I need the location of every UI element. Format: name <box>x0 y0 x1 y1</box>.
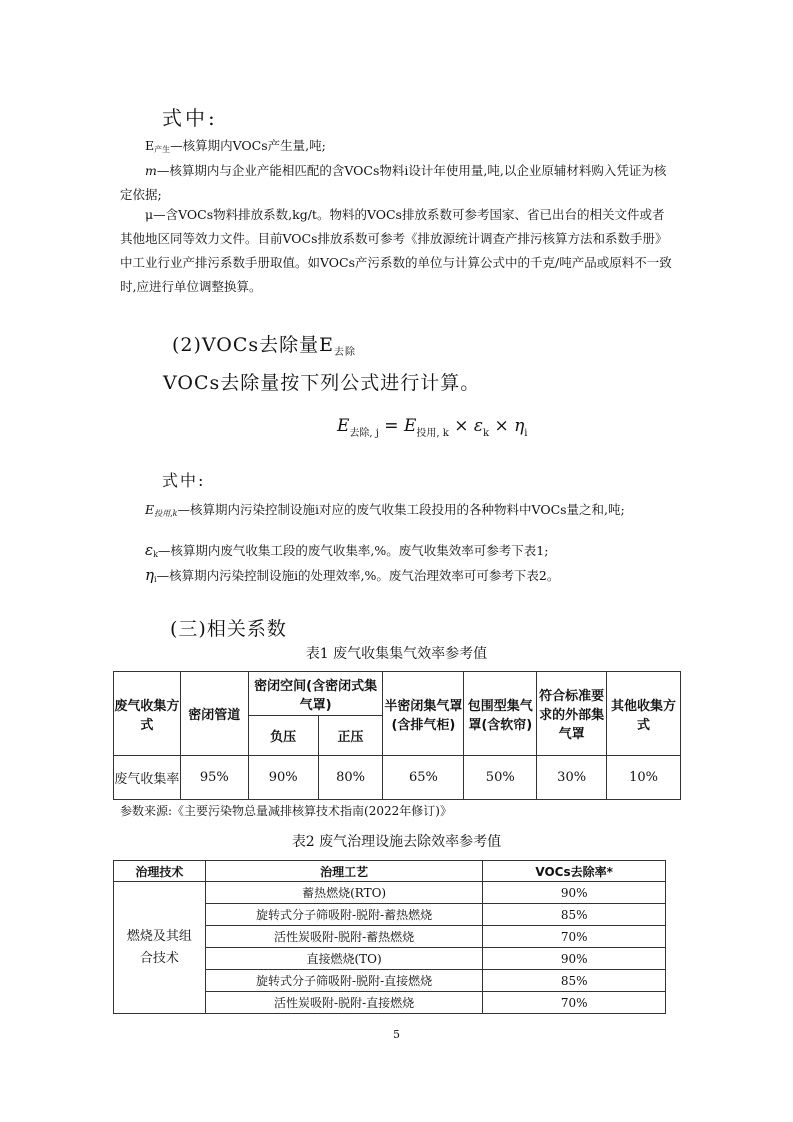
process-cell: 直接燃烧(TO) <box>205 948 482 970</box>
header-enclosed: 包围型集气罩(含软帘) <box>464 672 537 756</box>
section-title-sub: 去除 <box>334 347 357 358</box>
legend-item-mu <box>120 203 675 299</box>
legend-text: μ—含VOCs物料排放系数,kg/t。物料的VOCs排放系数可参考国家、省已出台的相关文件或者其他地区同等效力文件。目前VOCs排放系数可参考《排放源统计调查产排污核算方法和系数手册》中工业行业产排污系数手册取值。如VOCs产污系数的单位与计算公式中的千克/吨产品或原料不一致时,应进行单位调整换算。 <box>120 207 672 294</box>
header-sealed-space: 密闭空间(含密闭式集气罩) <box>248 672 383 716</box>
legend-item-m <box>120 159 675 207</box>
rate-cell: 70% <box>483 926 666 948</box>
formula-lhs: E <box>337 416 350 436</box>
header-process: 治理工艺 <box>205 861 482 882</box>
header-rate: VOCs去除率* <box>483 861 666 882</box>
formula-eta-sub: i <box>524 428 528 439</box>
page-number: 5 <box>393 1028 400 1041</box>
header-sealed-pipe: 密闭管道 <box>180 672 248 756</box>
formula-epsilon: × ε <box>448 416 483 436</box>
cell-enclosed: 50% <box>464 756 537 800</box>
source-note: 参数来源:《主要污染物总量减排核算技术指南(2022年修订)》 <box>120 804 452 818</box>
header-tech: 治理技术 <box>114 861 206 882</box>
formula-eq: = <box>378 416 404 436</box>
header-external: 符合标准要求的外部集气罩 <box>537 672 607 756</box>
legend-text: —核算期内污染控制设施i对应的废气收集工段投用的各种物料中VOCs量之和,吨; <box>177 502 625 517</box>
formula-rhs: E <box>403 416 417 436</box>
rate-cell: 85% <box>483 970 666 992</box>
rate-cell: 70% <box>483 992 666 1014</box>
legend-text: —核算期内废气收集工段的废气收集率,%。废气收集效率可参考下表1; <box>157 543 549 558</box>
cell-semi-sealed: 65% <box>383 756 464 800</box>
header-positive: 正压 <box>318 716 383 756</box>
section-3-title: (三)相关系数 <box>170 618 287 640</box>
table-1-caption: 表1 废气收集集气效率参考值 <box>305 646 488 662</box>
var-eta-sub: i <box>154 575 157 584</box>
section-2-title <box>172 330 356 358</box>
header-other: 其他收集方式 <box>607 672 681 756</box>
header-semi-sealed: 半密闭集气罩(含排气柜) <box>383 672 464 756</box>
header-negative: 负压 <box>248 716 318 756</box>
removal-efficiency-table <box>113 860 666 1014</box>
legend-item-epsilon <box>120 540 680 565</box>
formula-legend-heading-2: 式中: <box>162 471 206 490</box>
rate-cell: 90% <box>483 948 666 970</box>
rate-cell: 90% <box>483 882 666 904</box>
table-header-row <box>114 861 666 882</box>
formula-lhs-sub: 去除, j <box>349 428 379 439</box>
row-label: 废气收集率 <box>114 756 181 800</box>
section-2-intro: VOCs去除量按下列公式进行计算。 <box>163 372 481 394</box>
section-title-text: (2)VOCs去除量E <box>172 334 335 356</box>
header-mode: 废气收集方式 <box>114 672 181 756</box>
legend-item-e-produced <box>120 134 675 162</box>
var-e: E <box>145 502 155 517</box>
cell-sealed-pipe: 95% <box>180 756 248 800</box>
formula-legend-heading: 式中: <box>162 106 218 130</box>
process-cell: 旋转式分子筛吸附-脱附-直接燃烧 <box>205 970 482 992</box>
formula-rhs-sub: 投用, k <box>416 428 449 439</box>
process-cell: 活性炭吸附-脱附-蓄热燃烧 <box>205 926 482 948</box>
legend-text: —核算期内与企业产能相匹配的含VOCs物料i设计年使用量,吨,以企业原辅材料购入凭证为核定依据; <box>120 163 667 202</box>
var-epsilon-sub: k <box>153 550 158 559</box>
cell-negative: 90% <box>248 756 318 800</box>
formula-epsilon-sub: k <box>482 428 490 439</box>
cell-external: 30% <box>537 756 607 800</box>
var-e-sub: 投用,k <box>154 509 178 518</box>
cell-positive: 80% <box>318 756 383 800</box>
process-cell: 蓄热燃烧(RTO) <box>205 882 482 904</box>
var-e: E <box>145 138 155 153</box>
legend-text: —核算期内污染控制设施i的处理效率,%。废气治理效率可可参考下表2。 <box>156 568 560 583</box>
cell-other: 10% <box>607 756 681 800</box>
formula-eta: × η <box>489 416 525 436</box>
table-header-row <box>114 672 681 716</box>
process-cell: 活性炭吸附-脱附-直接燃烧 <box>205 992 482 1014</box>
removal-formula <box>337 416 528 439</box>
var-epsilon: ε <box>145 541 154 559</box>
var-e-sub: 产生 <box>154 145 171 154</box>
var-eta: η <box>145 566 154 584</box>
legend-item-e-used <box>120 500 675 523</box>
table-row <box>114 756 681 800</box>
rate-cell: 85% <box>483 904 666 926</box>
var-m: m <box>145 163 157 178</box>
legend-text: —核算期内VOCs产生量,吨; <box>170 138 326 153</box>
group-cell: 燃烧及其组合技术 <box>114 882 206 1014</box>
collection-efficiency-table <box>113 671 681 800</box>
legend-item-eta <box>120 565 680 590</box>
table-2-caption: 表2 废气治理设施去除效率参考值 <box>291 834 502 850</box>
table-row <box>114 882 666 904</box>
process-cell: 旋转式分子筛吸附-脱附-蓄热燃烧 <box>205 904 482 926</box>
